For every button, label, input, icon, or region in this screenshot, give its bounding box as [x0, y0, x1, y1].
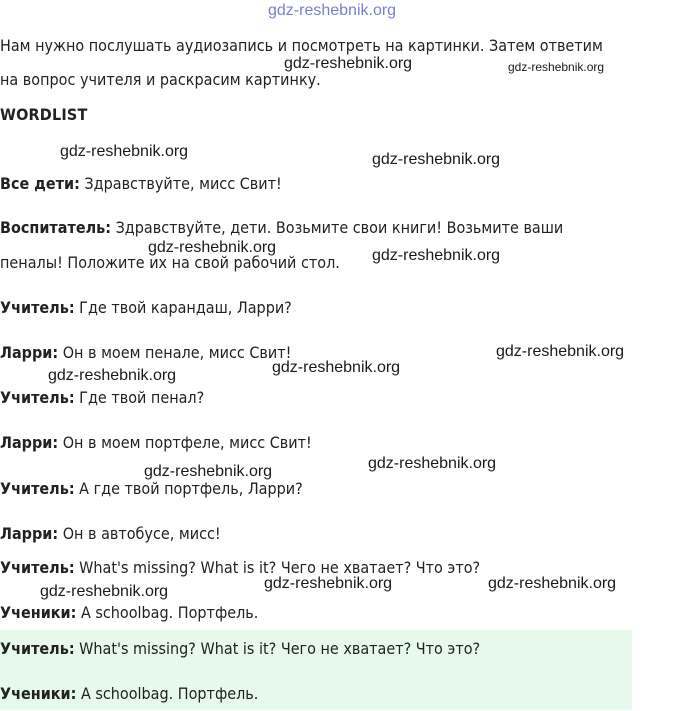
speaker: Учитель: [0, 558, 75, 577]
speech: What's missing? What is it? Чего не хватает? Что это? [74, 558, 481, 577]
speaker: Учитель: [0, 388, 75, 407]
watermark: gdz-reshebnik.org [148, 239, 277, 256]
speaker: Ларри: [0, 343, 59, 362]
watermark: gdz-reshebnik.org [488, 575, 617, 592]
dialogue-line [0, 297, 292, 319]
intro-line-2: на вопрос учителя и раскрасим картинку. [0, 70, 321, 89]
dialogue-line [0, 342, 291, 364]
watermark: gdz-reshebnik.org [284, 55, 413, 72]
dialogue-line [0, 432, 312, 454]
speech: Он в моем портфеле, мисс Свит! [58, 433, 312, 452]
speaker: Ученики: [0, 684, 77, 703]
speaker: Учитель: [0, 298, 75, 317]
watermark: gdz-reshebnik.org [372, 151, 501, 168]
speech: A schoolbag. Портфель. [76, 603, 259, 622]
speaker: Ларри: [0, 433, 59, 452]
watermark: gdz-reshebnik.org [372, 247, 501, 264]
dialogue-line [0, 523, 221, 545]
dialogue-line [0, 602, 258, 624]
watermark: gdz-reshebnik.org [368, 455, 497, 472]
speech: Он в моем пенале, мисс Свит! [58, 343, 292, 362]
watermark: gdz-reshebnik.org [48, 367, 177, 384]
dialogue-line [0, 387, 204, 409]
dialogue-line [0, 173, 282, 195]
watermark-top: gdz-reshebnik.org [268, 2, 397, 19]
watermark: gdz-reshebnik.org [40, 583, 169, 600]
speech: Здравствуйте, мисс Свит! [79, 174, 282, 193]
speech: Где твой пенал? [74, 388, 205, 407]
speaker: Учитель: [0, 479, 75, 498]
wordlist-heading: WORDLIST [0, 105, 88, 124]
dialogue-line [0, 638, 480, 660]
speech: Он в автобусе, мисс! [58, 524, 221, 543]
speech: Где твой карандаш, Ларри? [74, 298, 292, 317]
dialogue-line [0, 478, 303, 500]
intro-line-1: Нам нужно послушать аудиозапись и посмотреть на картинки. Затем ответим [0, 36, 603, 55]
speaker: Ученики: [0, 603, 77, 622]
watermark: gdz-reshebnik.org [508, 60, 605, 74]
dialogue-line [0, 557, 480, 579]
speech: пеналы! Положите их на свой рабочий стол. [0, 253, 340, 272]
watermark: gdz-reshebnik.org [496, 343, 625, 360]
watermark: gdz-reshebnik.org [144, 463, 273, 480]
speaker: Воспитатель: [0, 218, 111, 237]
speech: А где твой портфель, Ларри? [74, 479, 303, 498]
watermark: gdz-reshebnik.org [60, 143, 189, 160]
speech: What's missing? What is it? Чего не хватает? Что это? [74, 639, 481, 658]
speech: Здравствуйте, дети. Возьмите свои книги! Возьмите ваши [111, 218, 564, 237]
watermark: gdz-reshebnik.org [272, 359, 401, 376]
watermark: gdz-reshebnik.org [264, 575, 393, 592]
speaker: Ларри: [0, 524, 59, 543]
speaker: Учитель: [0, 639, 75, 658]
dialogue-line [0, 683, 258, 705]
speaker: Все дети: [0, 174, 80, 193]
dialogue-line [0, 217, 563, 239]
speech: A schoolbag. Портфель. [76, 684, 259, 703]
